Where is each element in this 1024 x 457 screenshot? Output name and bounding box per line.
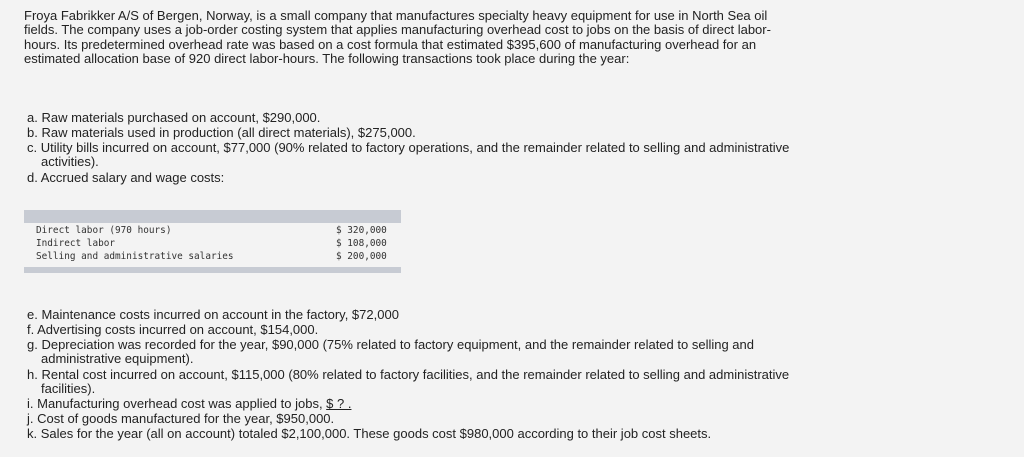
row-label: Direct labor (970 hours) bbox=[36, 225, 172, 236]
list-item bbox=[27, 126, 817, 140]
problem-intro: Froya Fabrikker A/S of Bergen, Norway, is a small company that manufactures specialty heavy equipment for use in North Sea oil fields. The company uses a job-order costing system that applies manufacturing overhead cost to jobs on the basis of direct labor-hours. Its predetermined overhead rate was based on a cost formula that estimated $395,600 of manufacturing overhead for an estimated allocation base of 920 direct labor-hours. The following transactions took place during the year: bbox=[24, 8, 771, 66]
row-amount: $ 200,000 bbox=[336, 251, 387, 262]
item-b-text: b. Raw materials used in production (all direct materials), $275,000. bbox=[27, 125, 416, 141]
list-item bbox=[27, 141, 817, 170]
answer-blank[interactable]: $ ? . bbox=[326, 395, 352, 411]
transaction-list-a-d bbox=[27, 111, 817, 186]
item-c-text: c. Utility bills incurred on account, $77,000 (90% related to factory operations, and the remainder related to selling and administrative bbox=[27, 140, 790, 156]
item-h-text: h. Rental cost incurred on account, $115,000 (80% related to factory facilities, and the remainder related to selling and administrative bbox=[27, 366, 790, 382]
item-h-continuation: facilities). bbox=[41, 380, 96, 396]
item-j-text: j. Cost of goods manufactured for the year, $950,000. bbox=[27, 411, 335, 427]
item-k-text: k. Sales for the year (all on account) totaled $2,100,000. These goods cost $980,000 according to their job cost sheets. bbox=[27, 426, 712, 442]
list-item bbox=[27, 323, 817, 337]
item-e-text: e. Maintenance costs incurred on account in the factory, $72,000 bbox=[27, 307, 399, 322]
item-a-text: a. Raw materials purchased on account, $290,000. bbox=[27, 110, 321, 125]
list-item bbox=[27, 397, 817, 411]
table-row bbox=[36, 224, 396, 237]
list-item bbox=[27, 308, 817, 322]
row-amount: $ 108,000 bbox=[336, 238, 387, 249]
list-item bbox=[27, 111, 817, 125]
salary-wage-table bbox=[24, 210, 401, 274]
item-g-continuation: administrative equipment). bbox=[41, 351, 194, 367]
item-d-text: d. Accrued salary and wage costs: bbox=[27, 169, 225, 185]
list-item bbox=[27, 427, 817, 441]
table-row bbox=[36, 237, 396, 250]
row-label: Selling and administrative salaries bbox=[36, 251, 234, 262]
list-item bbox=[27, 368, 817, 397]
table-row bbox=[36, 250, 396, 263]
item-i-text: i. Manufacturing overhead cost was applied to jobs, bbox=[27, 395, 327, 411]
item-f-text: f. Advertising costs incurred on account, $154,000. bbox=[27, 322, 319, 338]
transaction-list-e-k bbox=[27, 308, 817, 442]
item-c-continuation: activities). bbox=[41, 154, 99, 170]
list-item bbox=[27, 338, 817, 367]
item-g-text: g. Depreciation was recorded for the year, $90,000 (75% related to factory equipment, and the remainder related to selling and bbox=[27, 337, 754, 353]
row-label: Indirect labor bbox=[36, 238, 116, 249]
row-amount: $ 320,000 bbox=[336, 225, 387, 236]
table-header-bar bbox=[24, 210, 401, 223]
list-item bbox=[27, 412, 817, 426]
table-footer-bar bbox=[24, 267, 401, 273]
list-item bbox=[27, 171, 817, 185]
